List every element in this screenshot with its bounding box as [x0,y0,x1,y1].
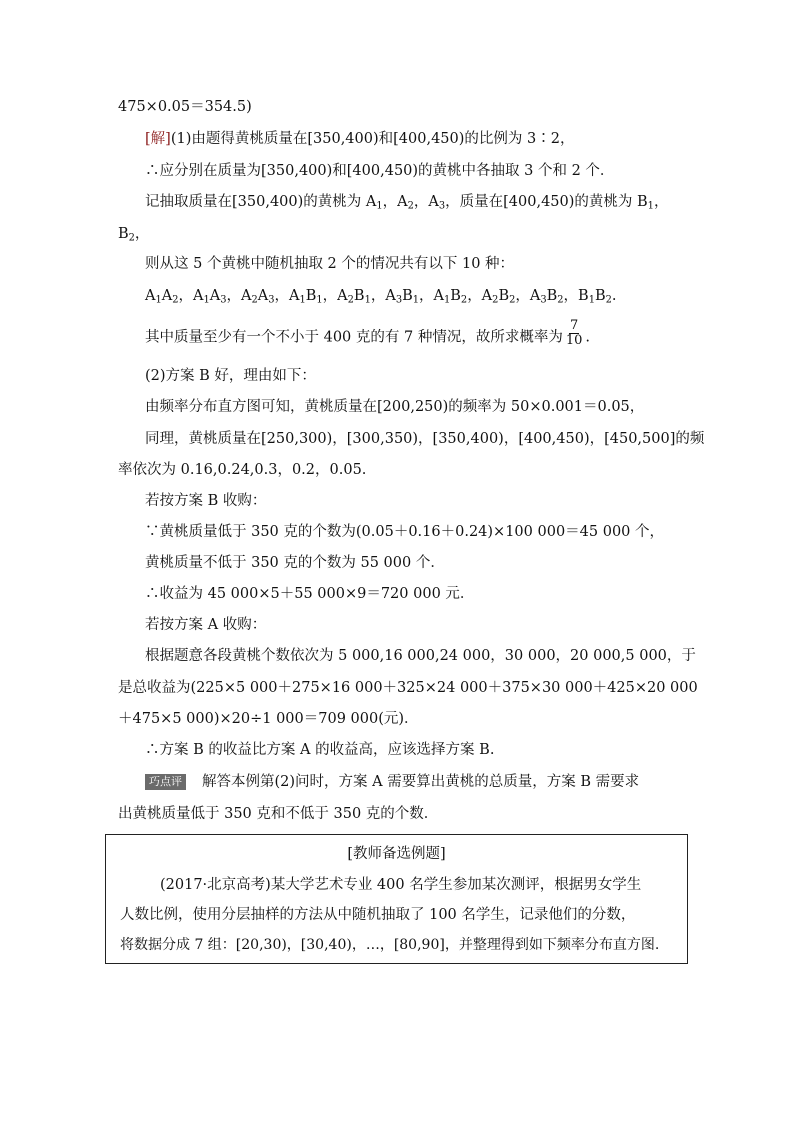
comment-line [145,772,639,792]
box-text-line: 人数比例，使用分层抽样的方法从中随机抽取了 100 名学生，记录他们的分数， [120,907,636,923]
box-text-line: 将数据分成 7 组：[20,30)，[30,40)，…，[80,90]，并整理得到如下频率分布直方图. [120,937,660,953]
text-line: 则从这 5 个黄桃中随机抽取 2 个的情况共有以下 10 种： [145,256,515,272]
text-line: ∴应分别在质量为[350,400)和[400,450)的黄桃中各抽取 3 个和 2 个． [145,163,615,179]
box-text-line: (2017·北京高考)某大学艺术专业 400 名学生参加某次测评，根据男女学生 [160,877,642,893]
text-line: ＋475×5 000)×20÷1 000＝709 000(元)． [118,711,419,727]
solution-text: (1)由题得黄桃质量在[350,400)和[400,450)的比例为 3∶2， [170,131,575,147]
text-line: 出黄桃质量低于 350 克和不低于 350 克的个数． [118,806,439,822]
text-line: 是总收益为(225×5 000＋275×16 000＋325×24 000＋375×30 000＋425×20 000 [118,680,698,696]
text-line: 黄桃质量不低于 350 克的个数为 55 000 个． [145,555,445,571]
box-title: [教师备选例题] [347,846,446,862]
text-line: 率依次为 0.16,0.24,0.3，0.2，0.05. [118,462,367,478]
comment-tag: 巧点评 [145,774,186,790]
probability-line: 其中质量至少有一个不小于 400 克的有 7 种情况，故所求概率为 $\frac{7}{10}$ . [145,318,590,348]
text-line: 记抽取质量在[350,400)的黄桃为 $A_1$，$A_2$，$A_3$，质量在[400,450)的黄桃为 $B_1$， [145,194,669,212]
solution-line [145,129,574,149]
text-line: ∴收益为 45 000×5＋55 000×9＝720 000 元． [145,586,475,602]
text-line: 由频率分布直方图可知，黄桃质量在[200,250)的频率为 50×0.001＝0.05， [145,399,645,415]
outcome-list: $A_1A_2$，$A_1A_3$，$A_2A_3$，$A_1B_1$，$A_2B_1$，$A_3B_1$，$A_1B_2$，$A_2B_2$，$A_3B_2$，$B_1B_2$. [145,288,617,306]
text-line: 若按方案 A 收购： [145,617,267,633]
text-line: $B_2$， [118,226,150,244]
text-line: ∴方案 B 的收益比方案 A 的收益高，应该选择方案 B. [145,742,495,758]
probability-fraction: $\frac{7}{10}$ [565,318,583,348]
text-line: ∵黄桃质量低于 350 克的个数为(0.05＋0.16＋0.24)×100 000＝45 000 个， [145,524,665,540]
teacher-example-box [105,834,688,964]
text-line: (2)方案 B 好，理由如下： [145,368,316,384]
text-line: 同理，黄桃质量在[250,300)，[300,350)，[350,400)，[400,450)，[450,500]的频 [145,431,705,447]
comment-text: 解答本例第(2)问时，方案 A 需要算出黄桃的总质量，方案 B 需要求 [202,774,640,790]
text-line: 若按方案 B 收购： [145,493,267,509]
text-line: 475×0.05＝354.5) [118,99,252,115]
text-line: 根据题意各段黄桃个数依次为 5 000,16 000,24 000，30 000，20 000,5 000，于 [145,648,696,664]
solution-tag: [解] [145,131,171,147]
